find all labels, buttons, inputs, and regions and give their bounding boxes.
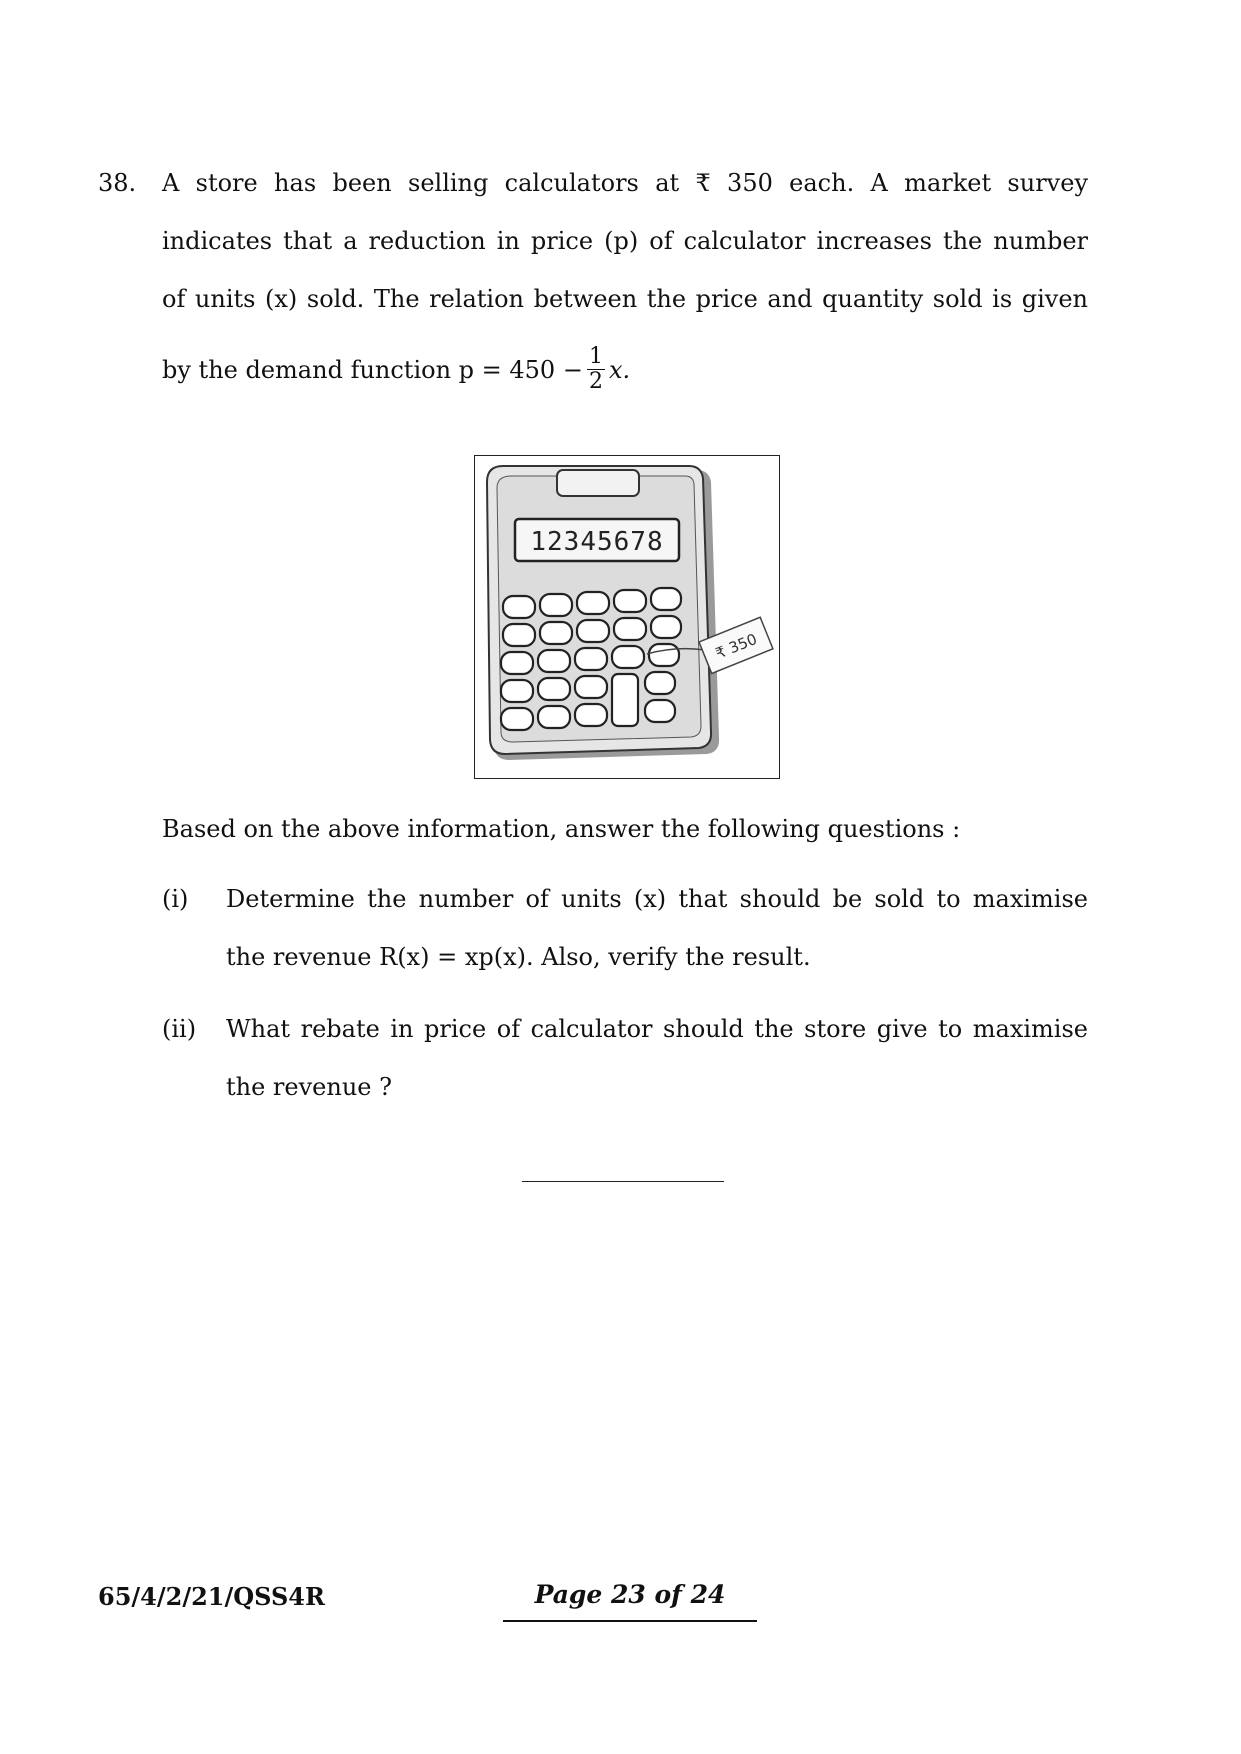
demand-function-suffix: x. bbox=[608, 356, 631, 384]
calculator-display-text: 12345678 bbox=[530, 527, 664, 557]
part-i-line-2: the revenue R(x) = xp(x). Also, verify the result. bbox=[226, 943, 811, 971]
part-ii-line-1: What rebate in price of calculator should the store give to maximise bbox=[226, 1015, 1088, 1043]
demand-function-prefix: by the demand function p = 450 − bbox=[162, 356, 583, 384]
part-ii-line-2: the revenue ? bbox=[226, 1073, 392, 1101]
fraction-one-half bbox=[587, 345, 605, 394]
question-text-line-1: A store has been selling calculators at ₹ 350 each. A market survey bbox=[162, 169, 1088, 197]
price-tag-text: ₹ 350 bbox=[713, 629, 760, 663]
question-text-line-2: indicates that a reduction in price (p) of calculator increases the number bbox=[162, 227, 1088, 255]
part-i-label: (i) bbox=[162, 885, 189, 913]
calculator-illustration bbox=[475, 456, 778, 777]
part-i-line-1: Determine the number of units (x) that should be sold to maximise bbox=[226, 885, 1088, 913]
part-ii-label: (ii) bbox=[162, 1015, 197, 1043]
question-text-line-3: of units (x) sold. The relation between the price and quantity sold is given bbox=[162, 285, 1088, 313]
calculator-figure bbox=[474, 455, 780, 779]
fraction-numerator: 1 bbox=[588, 344, 603, 369]
end-of-question-rule bbox=[522, 1181, 724, 1182]
instruction-text: Based on the above information, answer the following questions : bbox=[162, 815, 961, 843]
question-number: 38. bbox=[98, 169, 137, 197]
paper-code: 65/4/2/21/QSS4R bbox=[98, 1582, 325, 1611]
page-number: Page 23 of 24 bbox=[534, 1580, 726, 1609]
fraction-denominator: 2 bbox=[588, 369, 603, 394]
page-number-underline bbox=[503, 1620, 757, 1622]
demand-function-line bbox=[162, 344, 1088, 396]
